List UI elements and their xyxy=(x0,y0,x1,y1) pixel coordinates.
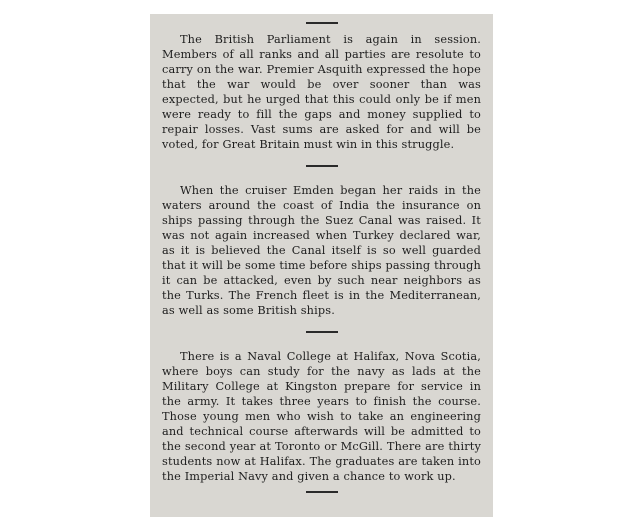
paragraph-naval-college: There is a Naval College at Halifax, Nova Scotia, where boys can study for the navy as lads at the Military College at Kingston prepare for service in the army. It takes three years to finish the course. Those young men who wish to take an engineering and technical course afterwards will be admitted to the second year at Toronto or McGill. There are thirty students now at Halifax. The graduates are taken into the Imperial Navy and given a chance to work up. xyxy=(162,350,481,483)
separator-rule xyxy=(306,491,338,493)
newspaper-clipping xyxy=(150,14,493,517)
separator-rule xyxy=(306,22,338,24)
paragraph-parliament: The British Parliament is again in session. Members of all ranks and all parties are resolute to carry on the war. Premier Asquith expressed the hope that the war would be over sooner than was expected, but he urged that this could only be if men were ready to fill the gaps and money supplied to repair losses. Vast sums are asked for and will be voted, for Great Britain must win in this struggle. xyxy=(162,33,481,151)
paragraph-suez-canal: When the cruiser Emden began her raids in the waters around the coast of India the insurance on ships passing through the Suez Canal was raised. It was not again increased when Turkey declared war, as it is believed the Canal itself is so well guarded that it will be some time before ships passing through it can be attacked, even by such near neighbors as the Turks. The French fleet is in the Mediterranean, as well as some British ships. xyxy=(162,184,481,317)
separator-rule xyxy=(306,165,338,167)
separator-rule xyxy=(306,331,338,333)
